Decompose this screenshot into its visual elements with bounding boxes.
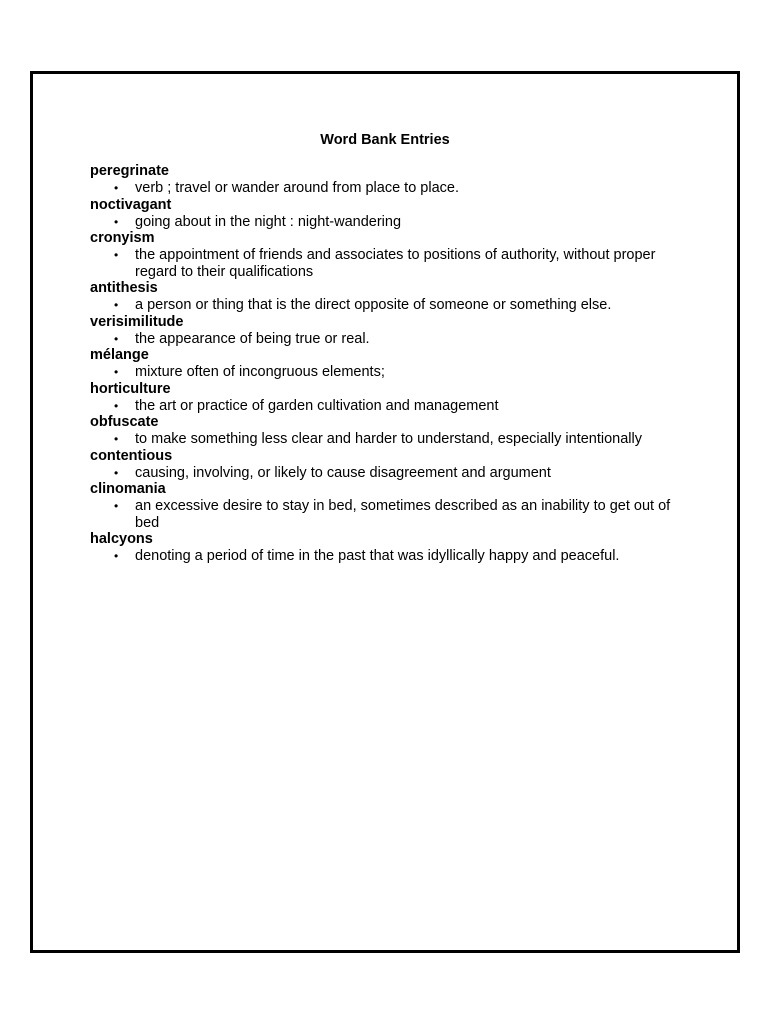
definition-text: a person or thing that is the direct opposite of someone or something else. [135,297,612,313]
bullet-icon: • [114,549,119,563]
entry-definition [90,247,690,280]
word-bank-list [90,163,690,565]
bullet-icon: • [114,181,119,195]
definition-text: causing, involving, or likely to cause disagreement and argument [135,464,551,481]
definition-text: going about in the night : night-wandering [135,213,402,230]
word-entry [90,381,690,415]
definition-text: the appointment of friends and associates to positions of authority, without proper regard to their qualifications [135,247,656,280]
word-entry [90,163,690,197]
entry-definition [90,180,690,197]
entry-definition [90,214,690,231]
word-entry [90,347,690,381]
word-entry [90,531,690,565]
entry-definition [90,331,690,348]
entry-term: obfuscate [90,414,159,430]
bullet-icon: • [114,432,119,446]
bullet-icon: • [114,365,119,379]
entry-term: clinomania [90,481,166,497]
entry-definition [90,297,690,314]
word-entry [90,197,690,231]
document-title: Word Bank Entries [320,132,450,148]
entry-term: contentious [90,447,173,464]
word-entry [90,414,690,448]
bullet-icon: • [114,398,119,413]
bullet-icon: • [114,298,119,312]
entry-term: cronyism [90,230,155,246]
definition-text: the appearance of being true or real. [135,330,370,347]
entry-term: halcyons [90,531,153,547]
definition-text: the art or practice of garden cultivation and management [135,397,499,414]
definition-text: verb ; travel or wander around from place to place. [135,180,459,196]
entry-definition [90,498,690,531]
entry-term: antithesis [90,280,158,296]
definition-text: an excessive desire to stay in bed, sometimes described as an inability to get out of bed [135,498,671,531]
entry-definition [90,465,690,482]
bullet-icon: • [114,499,119,513]
bullet-icon: • [114,248,119,262]
page-frame [30,71,740,953]
word-entry [90,280,690,314]
bullet-icon: • [114,465,119,480]
bullet-icon: • [114,214,119,229]
definition-text: denoting a period of time in the past that was idyllically happy and peaceful. [135,548,620,564]
entry-term: mélange [90,347,149,363]
definition-text: to make something less clear and harder to understand, especially intentionally [135,431,642,447]
entry-term: verisimilitude [90,313,184,330]
definition-text: mixture often of incongruous elements; [135,364,385,380]
word-entry [90,481,690,531]
word-entry [90,230,690,280]
entry-definition [90,364,690,381]
word-entry [90,314,690,348]
bullet-icon: • [114,331,119,346]
entry-term: noctivagant [90,196,172,213]
entry-term: peregrinate [90,163,169,179]
entry-term: horticulture [90,380,171,397]
entry-definition [90,431,690,448]
entry-definition [90,548,690,565]
entry-definition [90,398,690,415]
word-entry [90,448,690,482]
